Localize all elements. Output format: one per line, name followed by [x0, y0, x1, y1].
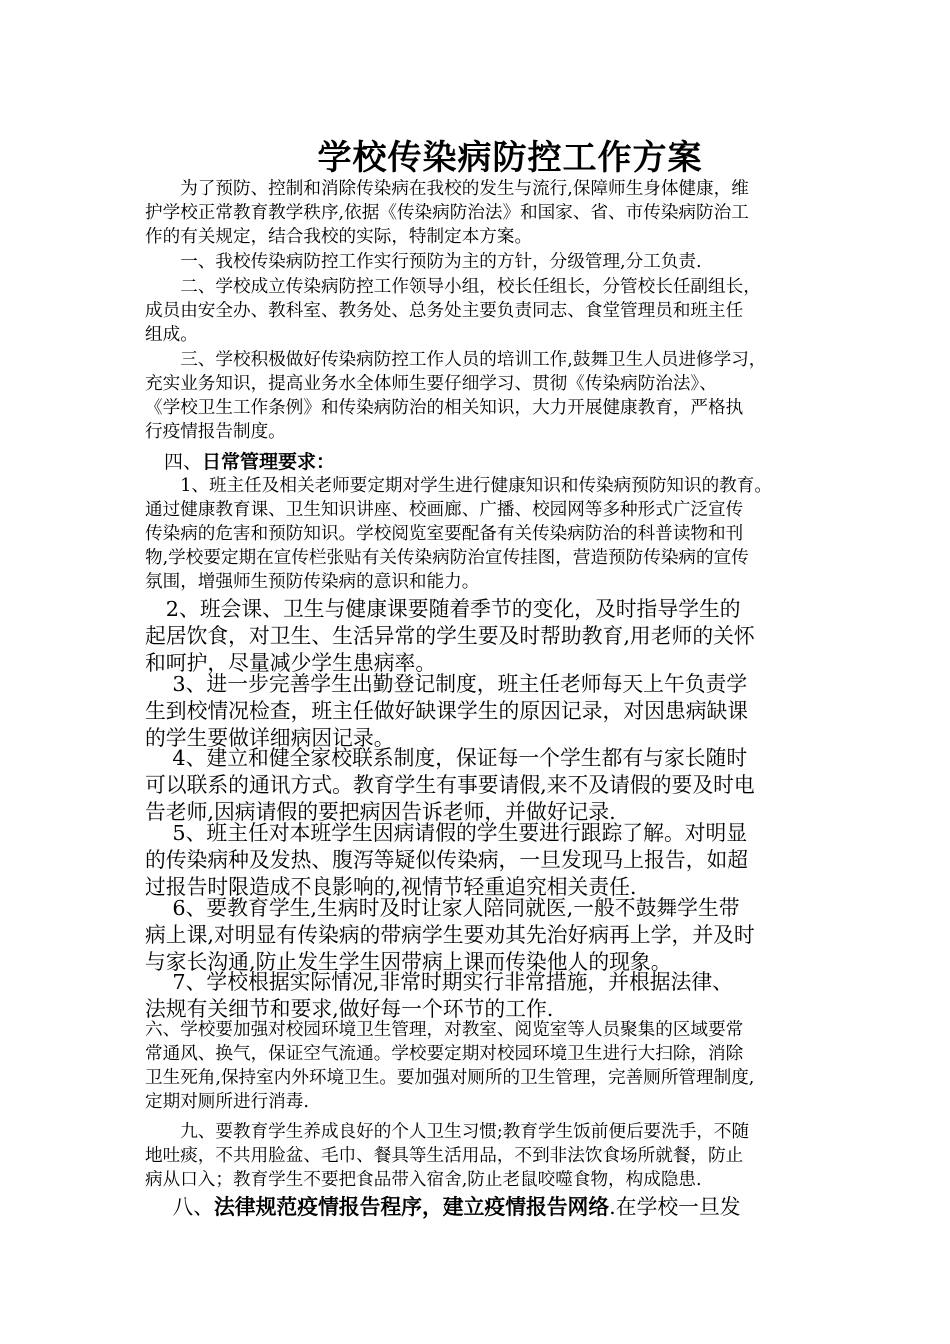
- text-line: 《学校卫生工作条例》和传染病防治的相关知识，大力开展健康教育，严格执: [145, 398, 744, 418]
- section-8-suffix: .在学校一旦发: [609, 1195, 741, 1219]
- text-line: 卫生死角,保持室内外环境卫生。要加强对厕所的卫生管理，完善厕所管理制度,: [145, 1068, 755, 1088]
- text-line: 通过健康教育课、卫生知识讲座、校画廊、广播、校园网等多种形式广泛宣传: [145, 500, 744, 520]
- text-line: 三、学校积极做好传染病防控工作人员的培训工作,鼓舞卫生人员进修学习，: [145, 350, 767, 370]
- text-line: 常通风、换气，保证空气流通。学校要定期对校园环境卫生进行大扫除，消除: [145, 1044, 744, 1064]
- heading-bold-text: 日常管理要求：: [202, 451, 336, 473]
- page-title: 学校传染病防控工作方案: [317, 138, 703, 178]
- text-line: 的传染病种及发热、腹泻等疑似传染病，一旦发现马上报告，如超: [145, 848, 749, 872]
- text-line: 起居饮食，对卫生、生活异常的学生要及时帮助教育,用老师的关怀: [145, 624, 755, 648]
- text-line: 告老师,因病请假的要把病因告诉老师，并做好记录.: [145, 800, 616, 824]
- text-line: 传染病的危害和预防知识。学校阅览室要配备有关传染病防治的科普读物和刊: [145, 524, 744, 544]
- text-line: 成员由安全办、教科室、教务处、总务处主要负责同志、食堂管理员和班主任: [145, 301, 744, 321]
- text-line: 病从口入；教育学生不要把食品带入宿舍,防止老鼠咬噬食物，构成隐患.: [145, 1170, 702, 1190]
- text-line: 2、班会课、卫生与健康课要随着季节的变化，及时指导学生的: [145, 597, 741, 621]
- text-line: 作的有关规定，结合我校的实际，特制定本方案。: [145, 227, 533, 247]
- text-line: 和呵护，尽量减少学生患病率。: [145, 651, 437, 675]
- text-line: 组成。: [145, 325, 198, 345]
- text-line: 九、要教育学生养成良好的个人卫生习惯;教育学生饭前便后要洗手，不随: [145, 1122, 750, 1142]
- text-line: 定期对厕所进行消毒.: [145, 1092, 309, 1112]
- text-line: 6、要教育学生,生病时及时让家人陪同就医,一般不鼓舞学生带: [145, 896, 740, 920]
- text-line: 7、学校根据实际情况,非常时期实行非常措施，并根据法律、: [145, 970, 733, 994]
- paragraph-section-8: [145, 1193, 815, 1221]
- paragraph-item-1: [145, 474, 815, 594]
- paragraph-section-6: [145, 1018, 815, 1114]
- text-line: 一、我校传染病防控工作实行预防为主的方针，分级管理,分工负责.: [145, 252, 702, 272]
- text-line: 3、进一步完善学生出勤登记制度，班主任老师每天上午负责学: [145, 672, 748, 696]
- paragraph-section-2: [145, 275, 815, 347]
- text-line: 护学校正常教育教学秩序,依据《传染病防治法》和国家、省、市传染病防治工: [145, 203, 749, 223]
- text-line: 病上课,对明显有传染病的带病学生要劝其先治好病再上学，并及时: [145, 923, 755, 947]
- text-line: 的学生要做详细病因记录。: [145, 726, 395, 750]
- section-8-bold: 法律规范疫情报告程序，建立疫情报告网络: [214, 1194, 610, 1219]
- paragraph-section-3: [145, 348, 815, 444]
- text-line: 5、班主任对本班学生因病请假的学生要进行跟踪了解。对明显: [145, 821, 748, 845]
- text-line: 生到校情况检查，班主任做好缺课学生的原因记录，对因患病缺课: [145, 699, 749, 723]
- paragraph-item-3: [145, 671, 815, 752]
- paragraph-item-6: [145, 895, 815, 976]
- section-4-heading: [145, 450, 815, 474]
- paragraph-intro: [145, 177, 815, 249]
- text-line: 六、学校要加强对校园环境卫生管理，对教室、阅览室等人员聚集的区域要常: [145, 1020, 744, 1040]
- text-line: 与家长沟通,防止发生学生因带病上课而传染他人的现象。: [145, 950, 672, 974]
- text-line: 物,学校要定期在宣传栏张贴有关传染病防治宣传挂图，营造预防传染病的宣传: [145, 548, 749, 568]
- text-line: 4、建立和健全家校联系制度，保证每一个学生都有与家长随时: [145, 746, 748, 770]
- text-line: 行疫情报告制度。: [145, 422, 286, 442]
- text-line: 为了预防、控制和消除传染病在我校的发生与流行,保障师生身体健康，维: [145, 179, 749, 199]
- heading-prefix: 四、: [145, 451, 203, 473]
- paragraph-section-9: [145, 1120, 815, 1192]
- section-8-prefix: 八、: [145, 1195, 215, 1219]
- paragraph-item-2: [145, 596, 815, 677]
- paragraph-item-4: [145, 745, 815, 826]
- text-line: 地吐痰，不共用脸盆、毛巾、餐具等生活用品，不到非法饮食场所就餐，防止: [145, 1146, 744, 1166]
- text-line: 1、班主任及相关老师要定期对学生进行健康知识和传染病预防知识的教育。: [145, 476, 772, 496]
- text-line: 过报告时限造成不良影响的,视情节轻重追究相关责任.: [145, 875, 637, 899]
- text-line: 二、学校成立传染病防控工作领导小组，校长任组长，分管校长任副组长，: [145, 277, 761, 297]
- paragraph-item-5: [145, 820, 815, 901]
- text-line: 氛围，增强师生预防传染病的意识和能力。: [145, 572, 480, 592]
- paragraph-section-1: [145, 250, 815, 274]
- text-line: 法规有关细节和要求,做好每一个环节的工作.: [145, 997, 554, 1021]
- text-line: 可以联系的通讯方式。教育学生有事要请假,来不及请假的要及时电: [145, 773, 755, 797]
- paragraph-item-7: [145, 969, 815, 1023]
- text-line: 充实业务知识，提高业务水全体师生要仔细学习、贯彻《传染病防治法》、: [145, 374, 717, 394]
